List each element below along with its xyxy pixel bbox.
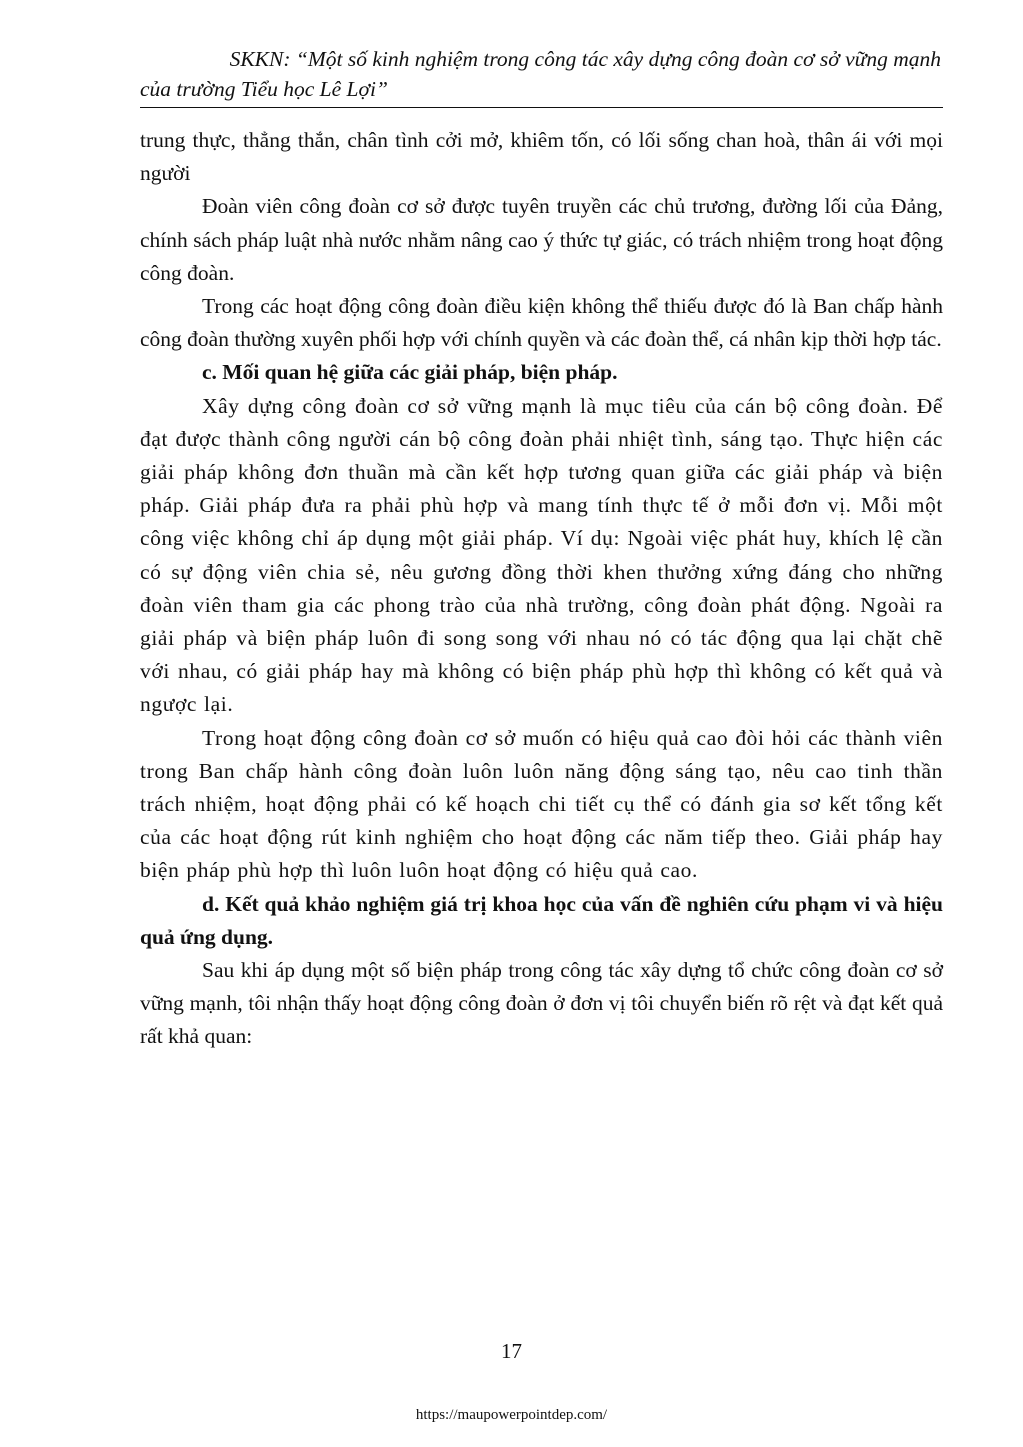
paragraph-executive-committee: Trong các hoạt động công đoàn điều kiện không thể thiếu được đó là Ban chấp hành công đoàn thường xuyên phối hợp với chính quyền và các đoàn thể, cá nhân kịp thời hợp tác. — [140, 294, 943, 352]
paragraph-results: Sau khi áp dụng một số biện pháp trong công tác xây dựng tổ chức công đoàn cơ sở vững mạnh, tôi nhận thấy hoạt động công đoàn ở đơn vị tôi chuyển biến rõ rệt và đạt kết quả rất khả quan: — [140, 958, 943, 1049]
section-heading-d: d. Kết quả khảo nghiệm giá trị khoa học của vấn đề nghiên cứu phạm vi và hiệu quả ứng dụng. — [140, 891, 943, 949]
footer-url: https://maupowerpointdep.com/ — [415, 1407, 608, 1423]
running-header — [140, 44, 943, 104]
header-title-line-1: SKKN: “Một số kinh nghiệm trong công tác xây dựng công đoàn cơ sở vững mạnh — [229, 47, 941, 71]
paragraph-effectiveness: Trong hoạt động công đoàn cơ sở muốn có hiệu quả cao đòi hỏi các thành viên trong Ban chấp hành công đoàn luôn luôn năng động sáng tạo, nêu cao tinh thần trách nhiệm, hoạt động phải có kế hoạch chi tiết cụ thể có đánh gia sơ kết tổng kết của các hoạt động rút kinh nghiệm cho hoạt động các năm tiếp theo. Giải pháp hay biện pháp phù hợp thì luôn luôn hoạt động có hiệu quả cao. — [140, 725, 943, 883]
paragraph-union-members: Đoàn viên công đoàn cơ sở được tuyên truyền các chủ trương, đường lối của Đảng, chính sách pháp luật nhà nước nhằm nâng cao ý thức tự giác, có trách nhiệm trong hoạt động công đoàn. — [140, 194, 943, 285]
document-body — [140, 124, 943, 1054]
paragraph-solutions-relationship: Xây dựng công đoàn cơ sở vững mạnh là mục tiêu của cán bộ công đoàn. Để đạt được thành công người cán bộ công đoàn phải nhiệt tình, sáng tạo. Thực hiện các giải pháp không đơn thuần mà cần kết hợp tương quan giữa các giải pháp và biện pháp. Giải pháp đưa ra phải phù hợp và mang tính thực tế ở mỗi đơn vị. Mỗi một công việc không chỉ áp dụng một giải pháp. Ví dụ: Ngoài việc phát huy, khích lệ cần có sự động viên chia sẻ, nêu gương đồng thời khen thưởng xứng đáng cho những đoàn viên tham gia các phong trào của nhà trường, công đoàn phát động. Ngoài ra giải pháp và biện pháp luôn đi song song với nhau nó có tác động qua lại chặt chẽ với nhau, có giải pháp hay mà không có biện pháp phù hợp thì không có kết quả và ngược lại. — [140, 393, 943, 717]
header-divider — [140, 107, 943, 108]
section-heading-c: c. Mối quan hệ giữa các giải pháp, biện pháp. — [202, 360, 618, 385]
page-number: 17 — [501, 1339, 522, 1363]
header-title-line-2: của trường Tiểu học Lê Lợi” — [140, 77, 388, 101]
paragraph-continuation: trung thực, thẳng thắn, chân tình cởi mở, khiêm tốn, có lối sống chan hoà, thân ái với mọi người — [140, 128, 943, 186]
